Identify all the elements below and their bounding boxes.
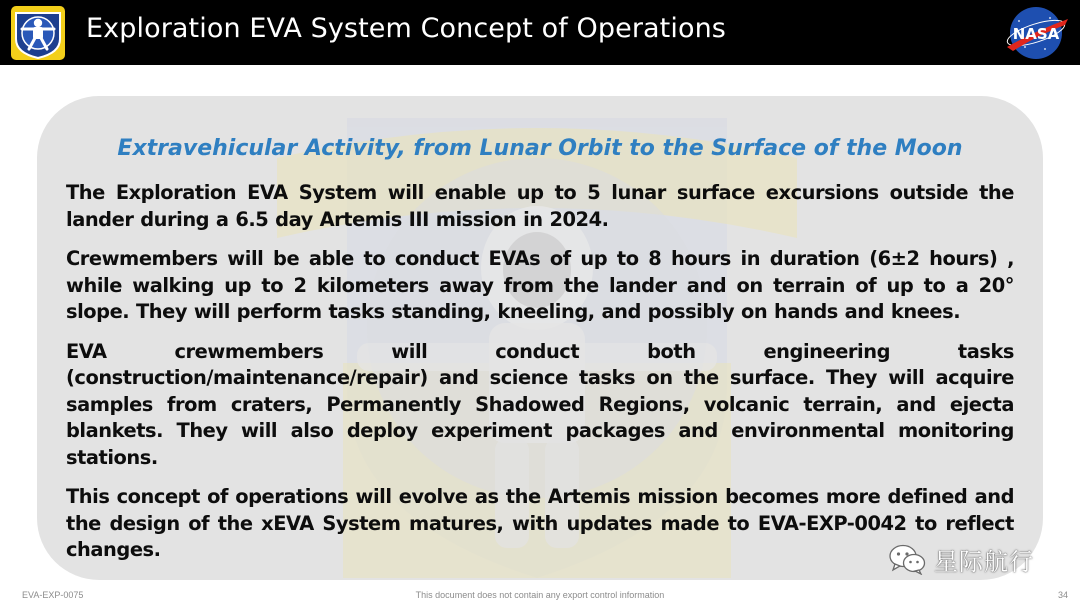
eva-program-patch-icon (10, 5, 66, 61)
footer-document-id: EVA-EXP-0075 (22, 590, 84, 600)
paragraph-eva-duration: Crewmembers will be able to conduct EVAs of up to 8 hours in duration (6±2 hours) , while walking up to 2 kilometers away from the lander and on terrain of up to a 20° slope. They will perform tasks standing, kneeling, and possibly on hands and knees. (66, 247, 1014, 323)
nasa-meatball-logo-icon (1005, 5, 1069, 61)
paragraph-eva-tasks: EVA crewmembers will conduct both engineering tasks (construction/maintenance/repair) and science tasks on the surface. They will acquire samples from craters, Permanently Shadowed Regions, volcanic terrain, and ejecta blankets. They will also deploy experiment packages and environmental monitoring stations. (66, 339, 1014, 469)
footer-export-notice: This document does not contain any export control information (415, 590, 665, 600)
paragraph-conops-evolution: This concept of operations will evolve as the Artemis mission becomes more defined and the design of the xEVA System matures, with updates made to EVA-EXP-0042 to reflect changes. (66, 485, 1014, 561)
title-bar (0, 0, 1080, 65)
body-text (66, 180, 1014, 577)
footer-page-number: 34 (1057, 590, 1068, 600)
paragraph-mission-overview: The Exploration EVA System will enable up to 5 lunar surface excursions outside the lander during a 6.5 day Artemis III mission in 2024. (66, 181, 1014, 231)
content-panel (37, 96, 1043, 580)
wechat-icon (888, 543, 926, 575)
slide-subtitle: Extravehicular Activity, from Lunar Orbit to the Surface of the Moon (117, 136, 963, 161)
nasa-logo-text: NASA (1012, 25, 1060, 43)
wechat-watermark (888, 541, 1034, 577)
wechat-account-name: 星际航行 (934, 547, 1034, 576)
page-title: Exploration EVA System Concept of Operations (86, 13, 726, 44)
